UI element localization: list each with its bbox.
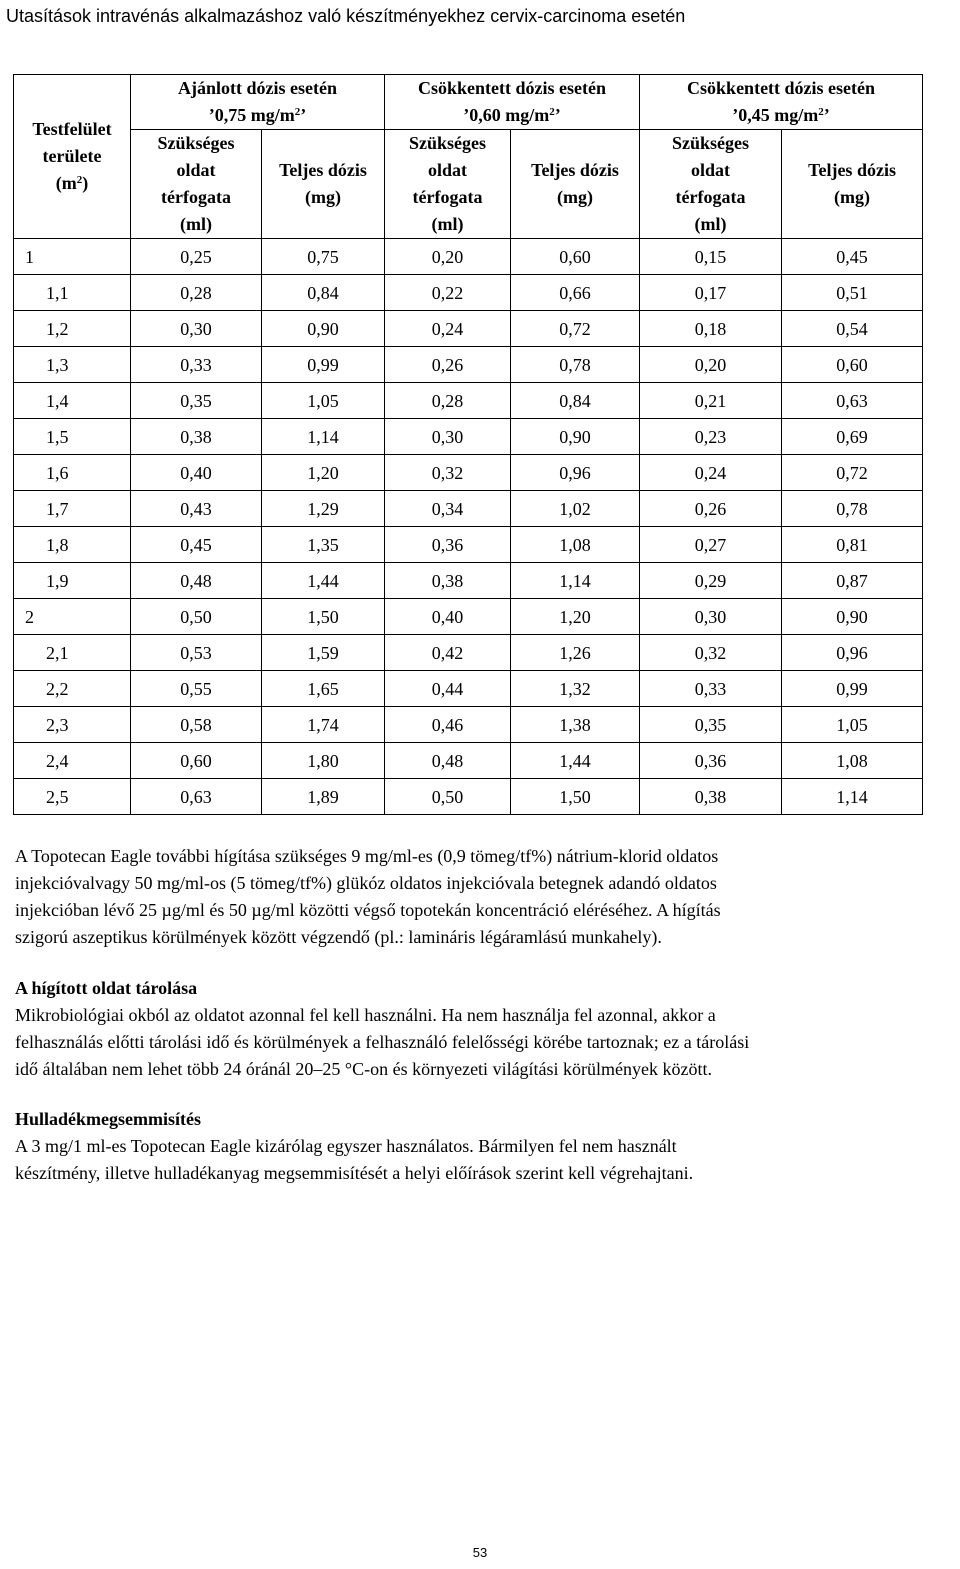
table-cell: 0,38 — [640, 779, 782, 815]
text-line: felhasználás előtti tárolási idő és körülmények a felhasználó felelősségi körébe tartoznak; ez a tárolási — [15, 1032, 750, 1052]
text-line: A Topotecan Eagle további hígítása szükséges 9 mg/ml-es (0,9 tömeg/tf%) nátrium-klorid oldatos — [15, 846, 719, 866]
table-cell: 0,26 — [385, 347, 511, 383]
table-cell: 0,20 — [640, 347, 782, 383]
table-cell: 0,38 — [385, 563, 511, 599]
table-cell: 0,33 — [131, 347, 262, 383]
table-cell: 0,75 — [262, 239, 385, 275]
table-cell: 1,05 — [262, 383, 385, 419]
table-cell: 0,81 — [782, 527, 923, 563]
table-cell: 0,87 — [782, 563, 923, 599]
disposal-heading: Hulladékmegsemmisítés — [15, 1109, 201, 1129]
table-cell: 0,32 — [385, 455, 511, 491]
table-cell: 0,78 — [782, 491, 923, 527]
table-cell: 1,38 — [511, 707, 640, 743]
table-cell: 1,89 — [262, 779, 385, 815]
table-cell: 0,60 — [511, 239, 640, 275]
table-cell: 0,58 — [131, 707, 262, 743]
table-cell: 0,53 — [131, 635, 262, 671]
table-row — [14, 419, 923, 455]
table-cell: 1,14 — [511, 563, 640, 599]
table-cell: 0,51 — [782, 275, 923, 311]
text-line: idő általában nem lehet több 24 óránál 20–25 °C-on és környezeti világítási körülmények között. — [15, 1059, 713, 1079]
table-cell: 0,38 — [131, 419, 262, 455]
dose-table — [13, 74, 923, 815]
table-cell: 0,25 — [131, 239, 262, 275]
dilution-paragraph — [15, 843, 957, 951]
cell-body-surface-area: 1 — [14, 239, 131, 275]
table-cell: 0,72 — [511, 311, 640, 347]
cell-body-surface-area: 1,8 — [14, 527, 131, 563]
table-cell: 0,55 — [131, 671, 262, 707]
text-line: A 3 mg/1 ml-es Topotecan Eagle kizárólag egyszer használatos. Bármilyen fel nem használt — [15, 1136, 677, 1156]
table-cell: 1,14 — [262, 419, 385, 455]
table-cell: 0,99 — [782, 671, 923, 707]
cell-body-surface-area: 1,2 — [14, 311, 131, 347]
table-cell: 0,35 — [640, 707, 782, 743]
table-cell: 0,45 — [782, 239, 923, 275]
table-row — [14, 491, 923, 527]
table-cell: 1,80 — [262, 743, 385, 779]
table-cell: 0,22 — [385, 275, 511, 311]
table-cell: 1,59 — [262, 635, 385, 671]
table-cell: 0,90 — [511, 419, 640, 455]
table-row — [14, 671, 923, 707]
table-cell: 0,30 — [385, 419, 511, 455]
table-cell: 0,40 — [131, 455, 262, 491]
table-cell: 0,46 — [385, 707, 511, 743]
table-row — [14, 455, 923, 491]
table-cell: 1,20 — [262, 455, 385, 491]
table-cell: 0,40 — [385, 599, 511, 635]
table-cell: 0,35 — [131, 383, 262, 419]
table-cell: 0,96 — [782, 635, 923, 671]
table-cell: 0,43 — [131, 491, 262, 527]
cell-body-surface-area: 1,3 — [14, 347, 131, 383]
table-row — [14, 635, 923, 671]
table-cell: 0,90 — [262, 311, 385, 347]
storage-paragraph — [15, 1002, 957, 1083]
table-cell: 1,35 — [262, 527, 385, 563]
table-cell: 0,42 — [385, 635, 511, 671]
instructions-text — [15, 843, 957, 1187]
header-body-surface-area: Testfelület területe $(m^2)$ — [14, 75, 131, 239]
table-cell: 0,36 — [640, 743, 782, 779]
table-cell: 0,45 — [131, 527, 262, 563]
cell-body-surface-area: 1,6 — [14, 455, 131, 491]
header-required-volume: Szükséges oldat térfogata (ml) — [131, 130, 262, 239]
table-cell: 1,44 — [262, 563, 385, 599]
table-cell: 0,26 — [640, 491, 782, 527]
cell-body-surface-area: 2,2 — [14, 671, 131, 707]
cell-body-surface-area: 1,5 — [14, 419, 131, 455]
header-total-dose: Teljes dózis (mg) — [782, 130, 923, 239]
table-cell: 0,50 — [131, 599, 262, 635]
table-cell: 1,29 — [262, 491, 385, 527]
table-row — [14, 779, 923, 815]
table-cell: 0,24 — [385, 311, 511, 347]
text-line: szigorú aszeptikus körülmények között végzendő (pl.: lamináris légáramlású munkahely). — [15, 927, 662, 947]
table-cell: 0,84 — [262, 275, 385, 311]
table-cell: 0,24 — [640, 455, 782, 491]
table-cell: 0,50 — [385, 779, 511, 815]
table-cell: 1,08 — [782, 743, 923, 779]
cell-body-surface-area: 2,4 — [14, 743, 131, 779]
table-cell: 0,60 — [782, 347, 923, 383]
table-cell: 0,54 — [782, 311, 923, 347]
storage-heading: A hígított oldat tárolása — [15, 978, 198, 998]
table-cell: 0,27 — [640, 527, 782, 563]
table-cell: 0,30 — [640, 599, 782, 635]
header-total-dose: Teljes dózis (mg) — [511, 130, 640, 239]
cell-body-surface-area: 1,9 — [14, 563, 131, 599]
table-cell: 1,32 — [511, 671, 640, 707]
table-cell: 1,50 — [511, 779, 640, 815]
table-cell: 0,21 — [640, 383, 782, 419]
table-cell: 1,08 — [511, 527, 640, 563]
table-cell: 1,44 — [511, 743, 640, 779]
table-cell: 1,65 — [262, 671, 385, 707]
table-cell: 1,05 — [782, 707, 923, 743]
table-cell: 0,99 — [262, 347, 385, 383]
table-cell: 0,32 — [640, 635, 782, 671]
table-cell: 0,44 — [385, 671, 511, 707]
text-line: injekcióban lévő 25 µg/ml és 50 µg/ml közötti végső topotekán koncentráció eléréséhez. A hígítás — [15, 900, 721, 920]
table-row — [14, 275, 923, 311]
cell-body-surface-area: 2 — [14, 599, 131, 635]
table-row — [14, 239, 923, 275]
table-cell: 1,26 — [511, 635, 640, 671]
header-required-volume: Szükséges oldat térfogata (ml) — [385, 130, 511, 239]
table-cell: 0,28 — [385, 383, 511, 419]
table-row — [14, 599, 923, 635]
table-cell: 0,63 — [782, 383, 923, 419]
table-cell: 0,90 — [782, 599, 923, 635]
table-row — [14, 707, 923, 743]
header-group-reduced-dose-060: Csökkentett dózis esetén ’0,60 $mg/m^2$’ — [385, 75, 640, 130]
table-cell: 0,48 — [385, 743, 511, 779]
header-required-volume: Szükséges oldat térfogata (ml) — [640, 130, 782, 239]
table-cell: 0,30 — [131, 311, 262, 347]
table-row — [14, 311, 923, 347]
table-cell: 0,28 — [131, 275, 262, 311]
table-row — [14, 743, 923, 779]
table-row — [14, 563, 923, 599]
header-group-recommended-dose: Ajánlott dózis esetén ’0,75 $mg/m^2$’ — [131, 75, 385, 130]
table-cell: 0,84 — [511, 383, 640, 419]
table-cell: 0,60 — [131, 743, 262, 779]
disposal-paragraph — [15, 1133, 957, 1187]
table-cell: 1,50 — [262, 599, 385, 635]
header-total-dose: Teljes dózis (mg) — [262, 130, 385, 239]
table-cell: 0,23 — [640, 419, 782, 455]
text-line: injekcióvalvagy 50 mg/ml-os (5 tömeg/tf%) glükóz oldatos injekcióvala betegnek adandó oldatos — [15, 873, 717, 893]
table-cell: 0,36 — [385, 527, 511, 563]
cell-body-surface-area: 1,7 — [14, 491, 131, 527]
table-row — [14, 527, 923, 563]
text-line: készítmény, illetve hulladékanyag megsemmisítését a helyi előírások szerint kell végrehajtani. — [15, 1163, 694, 1183]
table-cell: 1,74 — [262, 707, 385, 743]
cell-body-surface-area: 2,1 — [14, 635, 131, 671]
cell-body-surface-area: 1,4 — [14, 383, 131, 419]
table-cell: 0,34 — [385, 491, 511, 527]
table-cell: 0,33 — [640, 671, 782, 707]
table-cell: 1,02 — [511, 491, 640, 527]
text-line: Mikrobiológiai okból az oldatot azonnal fel kell használni. Ha nem használja fel azonnal, akkor a — [15, 1005, 716, 1025]
table-cell: 0,69 — [782, 419, 923, 455]
table-cell: 0,96 — [511, 455, 640, 491]
table-cell: 0,66 — [511, 275, 640, 311]
table-row — [14, 383, 923, 419]
cell-body-surface-area: 2,5 — [14, 779, 131, 815]
table-cell: 1,20 — [511, 599, 640, 635]
table-cell: 0,20 — [385, 239, 511, 275]
cell-body-surface-area: 1,1 — [14, 275, 131, 311]
table-cell: 0,63 — [131, 779, 262, 815]
table-cell: 0,72 — [782, 455, 923, 491]
table-row — [14, 347, 923, 383]
table-cell: 0,48 — [131, 563, 262, 599]
table-cell: 0,17 — [640, 275, 782, 311]
table-cell: 0,29 — [640, 563, 782, 599]
table-cell: 1,14 — [782, 779, 923, 815]
table-cell: 0,78 — [511, 347, 640, 383]
cell-body-surface-area: 2,3 — [14, 707, 131, 743]
page-title: Utasítások intravénás alkalmazáshoz való készítményekhez cervix-carcinoma esetén — [6, 6, 686, 26]
table-body — [14, 239, 923, 815]
header-group-reduced-dose-045: Csökkentett dózis esetén ’0,45 $mg/m^2$’ — [640, 75, 923, 130]
table-cell: 0,15 — [640, 239, 782, 275]
table-cell: 0,18 — [640, 311, 782, 347]
page-number: 53 — [472, 1545, 488, 1560]
